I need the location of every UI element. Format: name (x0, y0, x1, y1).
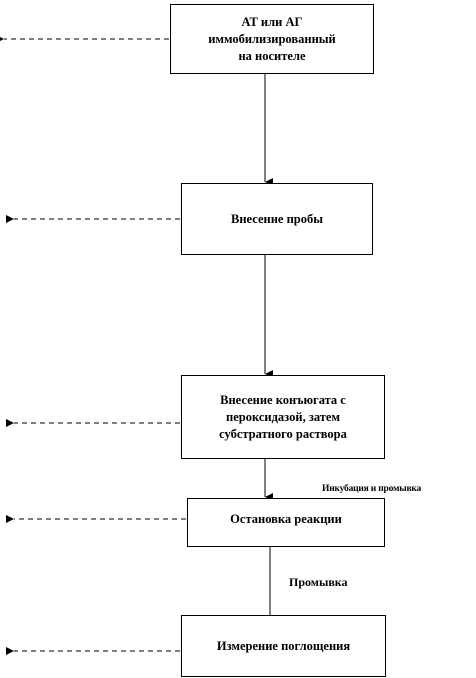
step-1-line-3: на носителе (238, 48, 306, 63)
step-3-line-3: субстратного раствора (219, 426, 347, 441)
step-sample-box (181, 183, 373, 255)
step-1-line-1: АТ или АГ (241, 14, 303, 29)
step-stop-reaction-box (187, 498, 385, 547)
step-1-line-2: иммобилизированный (208, 31, 336, 46)
step-measure-box (181, 615, 386, 677)
step-3-line-2: пероксидазой, затем (226, 409, 340, 424)
step-conjugate-box (181, 375, 385, 459)
step-4-line-1: Остановка реакции (230, 512, 342, 526)
incubation-label: Инкубация и промывка (322, 484, 422, 494)
step-2-line-1: Внесение пробы (231, 211, 323, 226)
step-3-line-1: Внесение конъюгата с (220, 392, 346, 407)
washing-label: Промывка (289, 575, 348, 589)
step-5-line-1: Измерение поглощения (216, 638, 351, 653)
step-immobilized-box (170, 4, 374, 74)
